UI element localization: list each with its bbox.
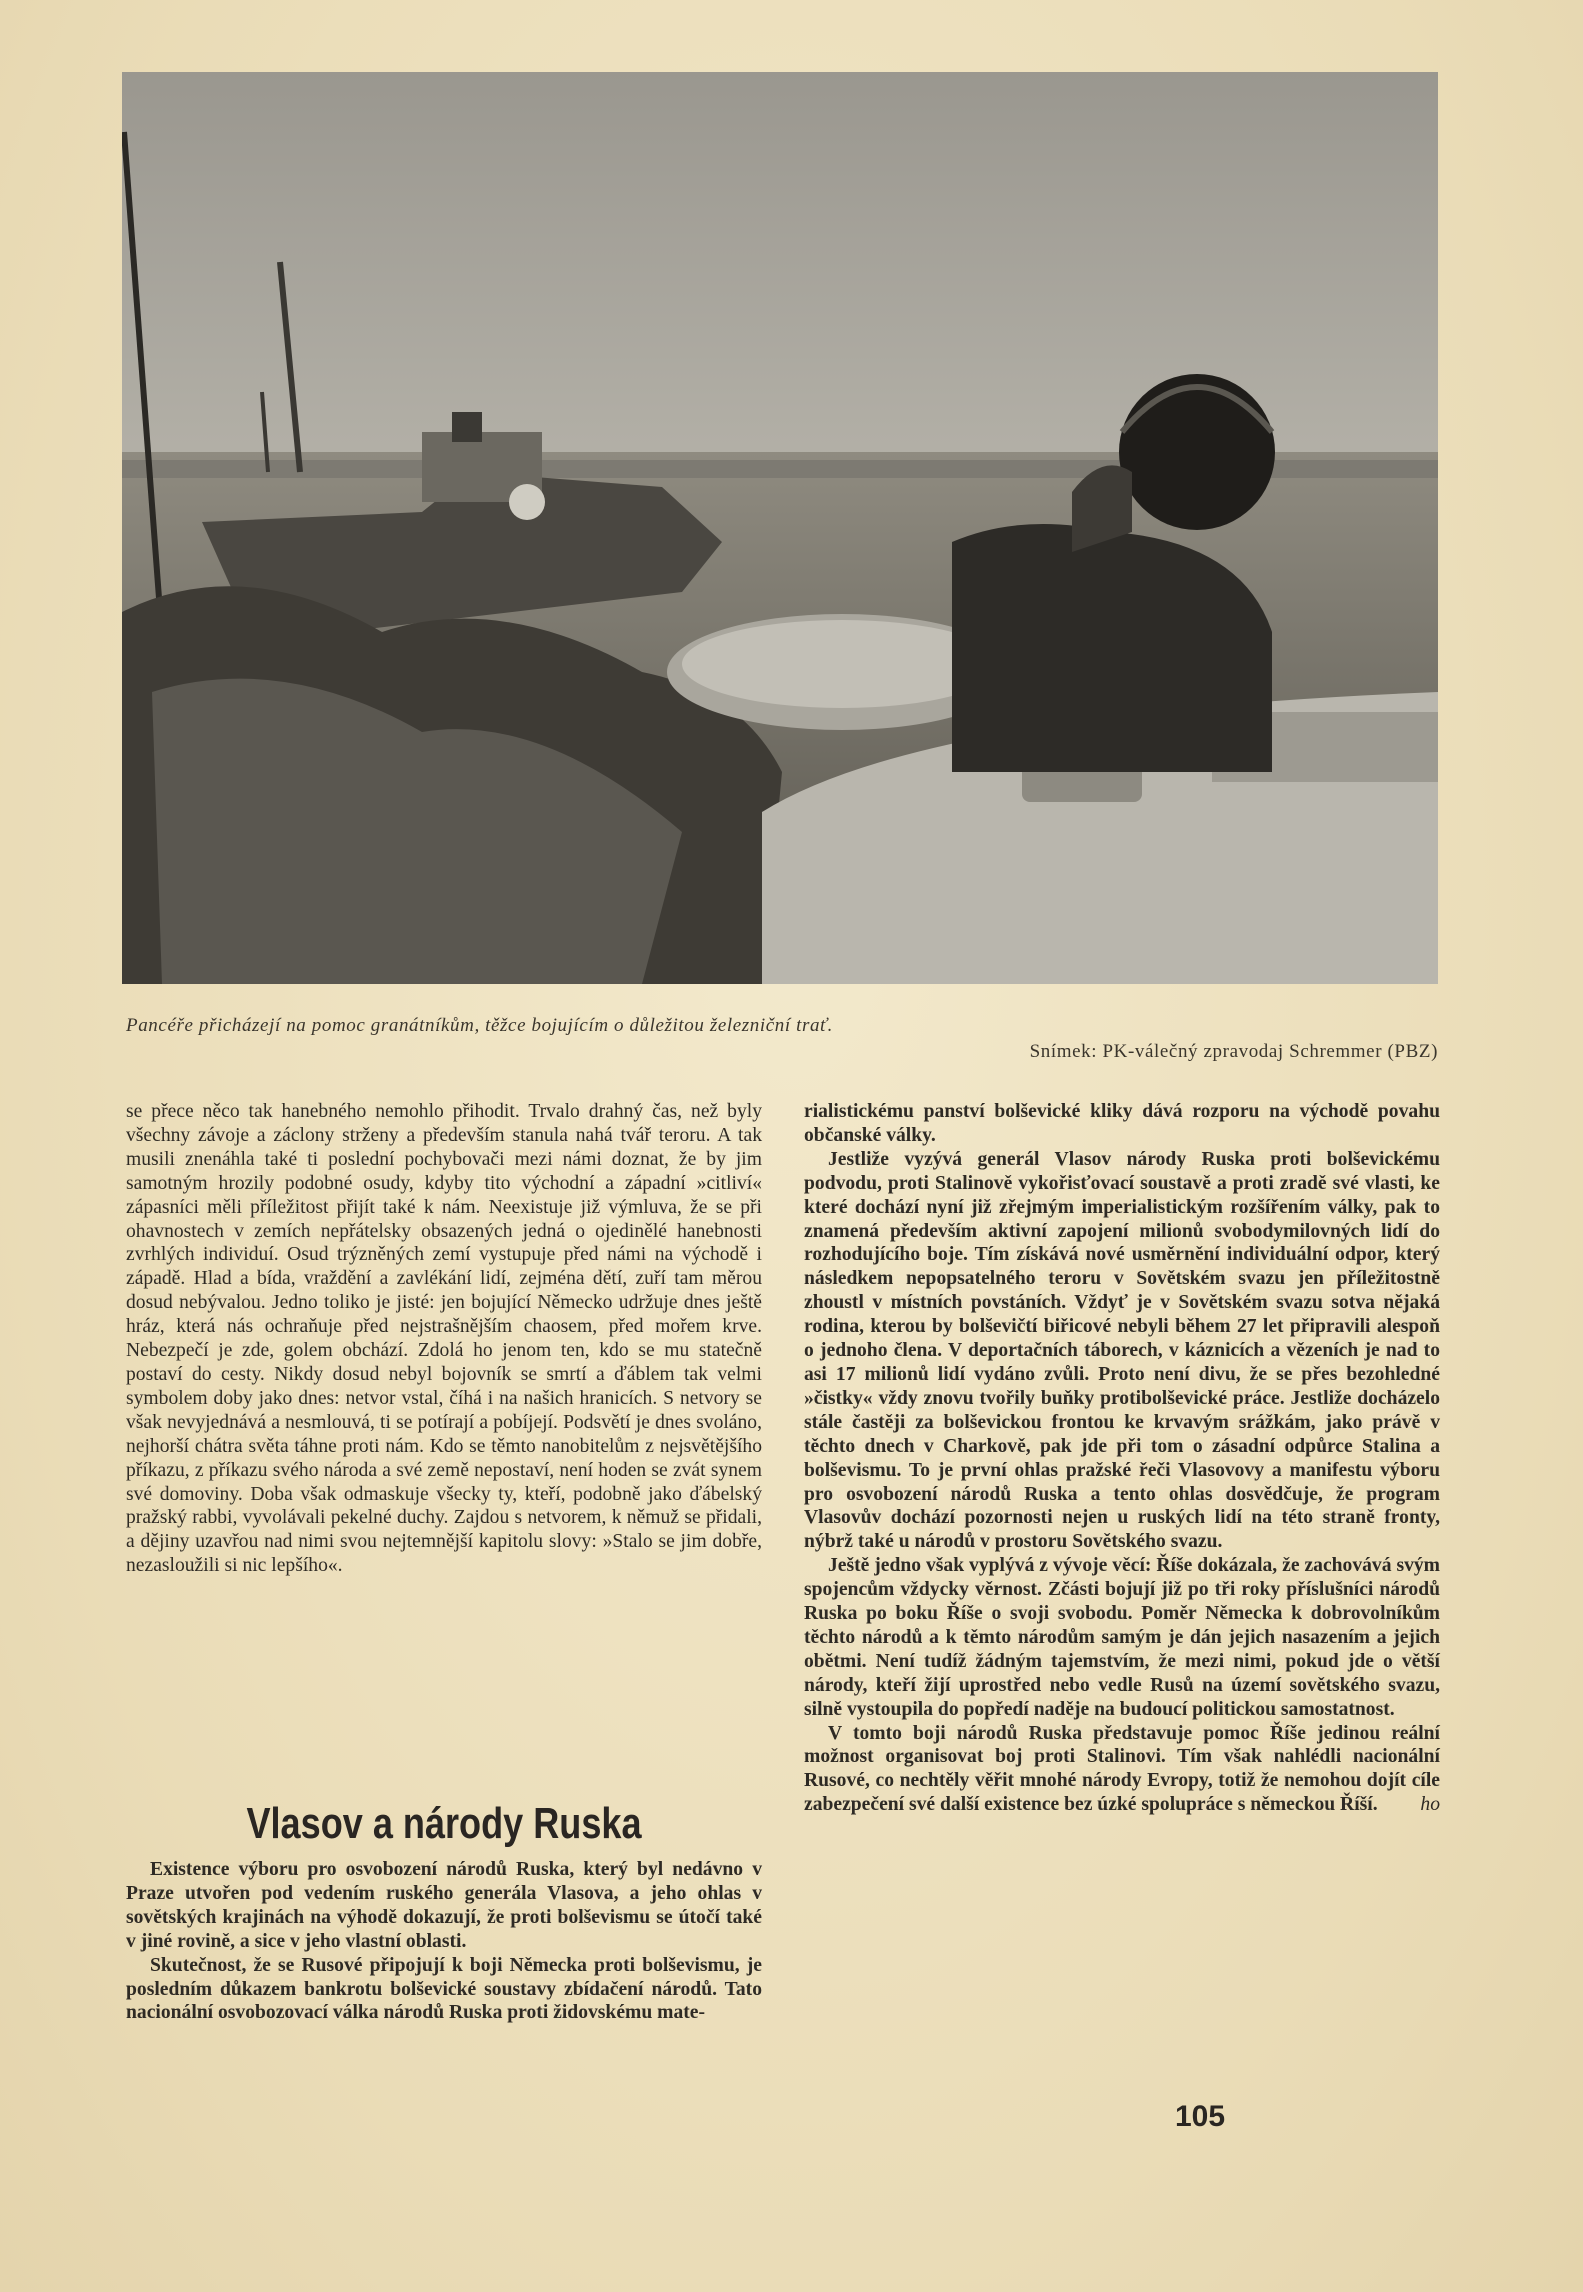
tank-scene-image: [122, 72, 1438, 984]
paragraph: Jestliže vyzývá generál Vlasov národy Ruska proti bolševickému podvodu, proti Stalinově vykořisťovací soustavě a proti zradě své vlasti, ke které dochází nyní již zřejmým imperialistickým rozšířením války, pak to znamená především aktivní zapojení milionů svobodymilovných lidí do rozhodujícího boje. Tím získává nové usměrnění individuální odpor, který následkem nepopsatelného teroru v Sovětském svazu jen příležitostně zhoustl v místních povstáních. Vždyť je v Sovětském svazu sotva nějaká rodina, kterou by bolševičtí biřicové nebyli během 27 let připravili alespoň o jednoho člena. V deportačních táborech, v káznicích a vězeních je nad to asi 17 milionů lidí vydáno zvůli. Proto není divu, že se přes bezohledné »čistky« vždy znovu tvořily buňky protibolševické práce. Jestliže docházelo stále častěji za bolševickou frontou ke krvavým srážkám, jako právě v těchto dnech v Charkově, pak jde při tom o zásadní odpůrce Stalina a bolševismu. To je první ohlas pražské řeči Vlasovovy a manifestu výboru pro osvobození národů Ruska a tento ohlas dosvědčuje, že program Vlasovův dochází pozornosti nejen u ruských lidí na této straně fronty, nýbrž také u národů v prostoru Sovětského svazu.: [804, 1148, 1440, 1553]
war-photograph: [122, 72, 1438, 984]
left-column-new-article: [126, 1858, 762, 2025]
article-heading: Vlasov a národy Ruska: [246, 1799, 642, 1848]
paragraph: Skutečnost, že se Rusové připojují k boji Německa proti bolševismu, je posledním důkazem bankrotu bolševické soustavy zbídačení národů. Tato nacionální osvobozovací válka národů Ruska proti židovskému mate-: [126, 1954, 762, 2024]
left-column-article-end: [126, 1100, 762, 1578]
paragraph: Existence výboru pro osvobození národů Ruska, který byl nedávno v Praze utvořen pod vedením ruského generála Vlasova, a jeho ohlas v sovětských krajinách na výhodě dokazují, že proti bolševismu se útočí také v jiné rovině, a sice v jeho vlastní oblasti.: [126, 1859, 762, 1952]
paragraph-text: V tomto boji národů Ruska představuje pomoc Říše jedinou reální možnost organisovat boj proti Stalinovi. Tím však nahlédli nacionální Rusové, co nechtěly věřit mnohé národy Evropy, totiž že nemohou dojít cíle zabezpečení své další existence bez úzké spolupráce s německou Říší.: [804, 1722, 1440, 1816]
photo-credit: Snímek: PK-válečný zpravodaj Schremmer (PBZ): [1029, 1041, 1438, 1062]
photo-caption: Pancéře přicházejí na pomoc granátníkům, těžce bojujícím o důležitou železniční trať.: [126, 1015, 833, 1036]
paragraph: Ještě jedno však vyplývá z vývoje věcí: Říše dokázala, že zachovává svým spojencům vždycky věrnost. Zčásti bojují již po tři roky příslušníci národů Ruska po boku Říše o svoji svobodu. Poměr Německa k dobrovolníkům těchto národů a k těmto národům samým je dán jejich nasazením a jejich obětmi. Není tudíž žádným tajemstvím, že mezi nimi, pokud jde o větší národy, kteří žijí uprostřed nebo vedle Rusů na území sovětského svazu, silně vystoupila do popředí naděje na budoucí politickou samostatnost.: [804, 1555, 1440, 1720]
page-number: 105: [1174, 2100, 1226, 2133]
paragraph: rialistickému panství bolševické kliky dává rozporu na východě povahu občanské války.: [804, 1101, 1440, 1146]
left-column-paragraph: se přece něco tak hanebného nemohlo přihodit. Trvalo drahný čas, než byly všechny závoje a záclony strženy a především stanula nahá tvář teroru. A tak musili znenáhla také ti poslední pochybovači mezi námi doznat, že by jim samotným hrozily podobné osudy, kdyby tito východní a západní »citliví« zápasníci měli příležitost přijít také k nám. Neexistuje již výmluva, že se při ohavnostech v zemích nepřátelsky obsazených jedná o ojedinělé hanebnosti zvrhlých individuí. Osud trýzněných zemí vystupuje před námi na východě i západě. Hlad a bída, vraždění a zavlékání lidí, zejména dětí, zuří tam měrou dosud nebývalou. Jedno toliko je jisté: jen bojující Německo udržuje dnes ještě hráz, která nás ochraňuje před nejstrašnějším chaosem, před mořem krve. Nebezpečí je zde, golem obchází. Zdolá ho jenom ten, kdo se mu statečně postaví do cesty. Nikdy dosud nebyl bojovník se smrtí a ďáblem tak velmi symbolem doby jako dnes: netvor vstal, číhá i na našich hranicích. S netvory se však nevyjednává a nesmlouvá, ti se potírají a pobíjejí. Podsvětí je dnes svoláno, nejhorší chátra světa táhne proti nám. Kdo se těmto nanobitelům z nejsvětějšího příkazu, z příkazu svého národa a své země nepostaví, není hoden se zvát synem své domoviny. Doba však odmaskuje všecky ty, kteří, podobně jako ďábelský pražský rabbi, vyvolávali pekelné duchy. Zajdou s netvorem, k němuž se přidali, a dějiny uzavřou nad nimi svou nejtemnější kapitolu slovy: »Stalo se jim dobře, nezasloužili si nic lepšího«.: [126, 1101, 762, 1577]
paragraph: [804, 1722, 1440, 1818]
right-column: [804, 1100, 1440, 1817]
author-signature: ho: [1420, 1794, 1440, 1816]
